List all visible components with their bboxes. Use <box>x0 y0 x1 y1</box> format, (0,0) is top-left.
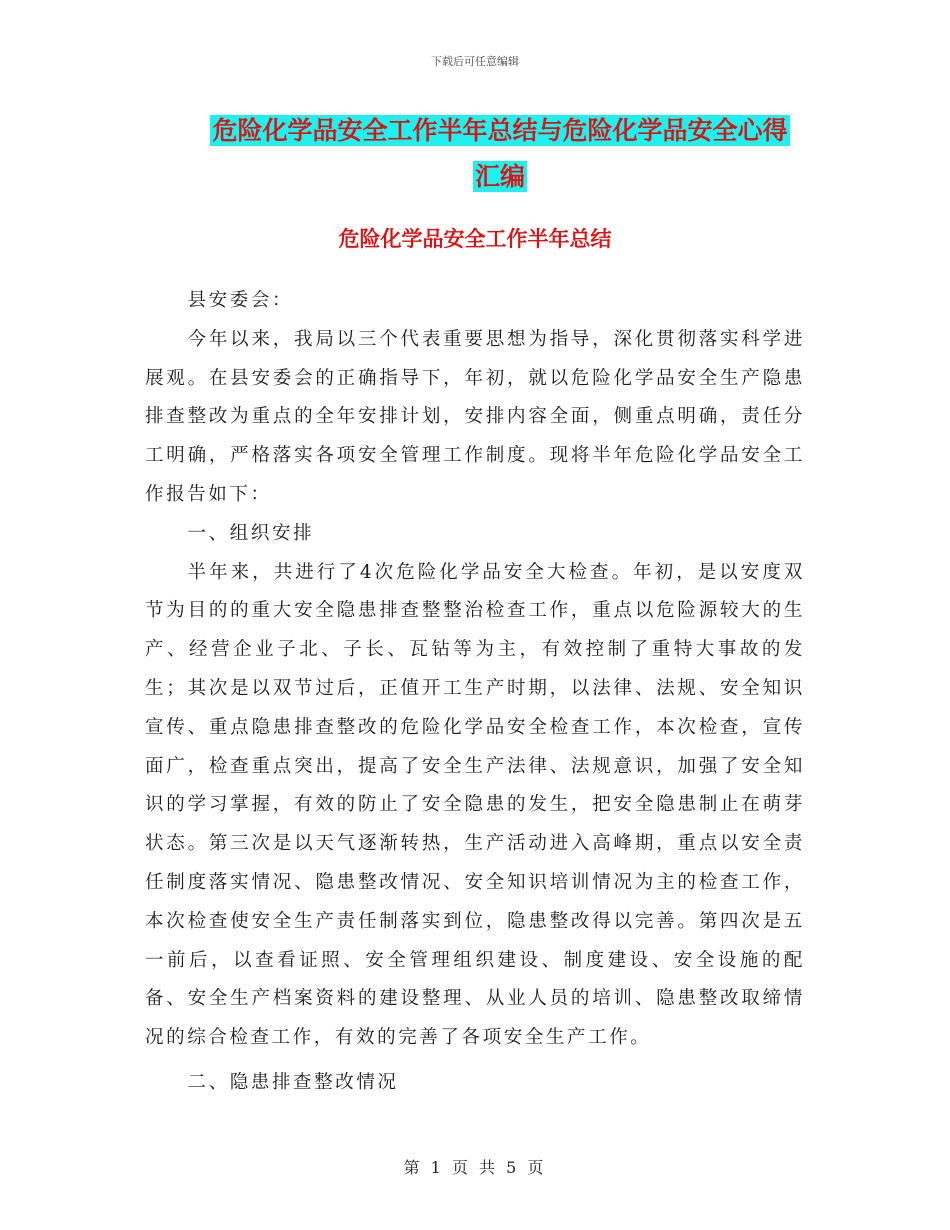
document-body <box>145 282 805 1103</box>
intro-paragraph: 今年以来，我局以三个代表重要思想为指导，深化贯彻落实科学进展观。在县安委会的正确指导下，年初，就以危险化学品安全生产隐患排查整改为重点的全年安排计划，安排内容全面，侧重点明确，责任分工明确，严格落实各项安全管理工作制度。现将半年危险化学品安全工作报告如下： <box>145 328 805 505</box>
header-note: 下载后可任意编辑 <box>431 55 519 68</box>
heading-hazard-rectification: 二、隐患排查整改情况 <box>187 1071 399 1093</box>
organization-paragraph: 半年来，共进行了4次危险化学品安全大检查。年初，是以安度双节为目的的重大安全隐患排查整整治检查工作，重点以危险源较大的生产、经营企业子北、子长、瓦钻等为主，有效控制了重特大事故的发生；其次是以双节过后，正值开工生产时期，以法律、法规、安全知识宣传、重点隐患排查整改的危险化学品安全检查工作，本次检查，宣传面广，检查重点突出，提高了安全生产法律、法规意识，加强了安全知识的学习掌握，有效的防止了安全隐患的发生，把安全隐患制止在萌芽状态。第三次是以天气逐渐转热，生产活动进入高峰期，重点以安全责任制度落实情况、隐患整改情况、安全知识培训情况为主的检查工作，本次检查使安全生产责任制落实到位，隐患整改得以完善。第四次是五一前后，以查看证照、安全管理组织建设、制度建设、安全设施的配备、安全生产档案资料的建设整理、从业人员的培训、隐患整改取缔情况的综合检查工作，有效的完善了各项安全生产工作。 <box>145 561 805 1049</box>
salutation: 县安委会： <box>187 290 294 311</box>
document-title-line-2: 汇编 <box>474 162 525 191</box>
section-title: 危险化学品安全工作半年总结 <box>338 227 612 251</box>
document-title-line-1: 危险化学品安全工作半年总结与危险化学品安全心得 <box>212 116 788 145</box>
document-title <box>190 108 810 200</box>
heading-organization: 一、组织安排 <box>187 522 315 544</box>
page-number: 第 1 页 共 5 页 <box>403 1158 547 1177</box>
